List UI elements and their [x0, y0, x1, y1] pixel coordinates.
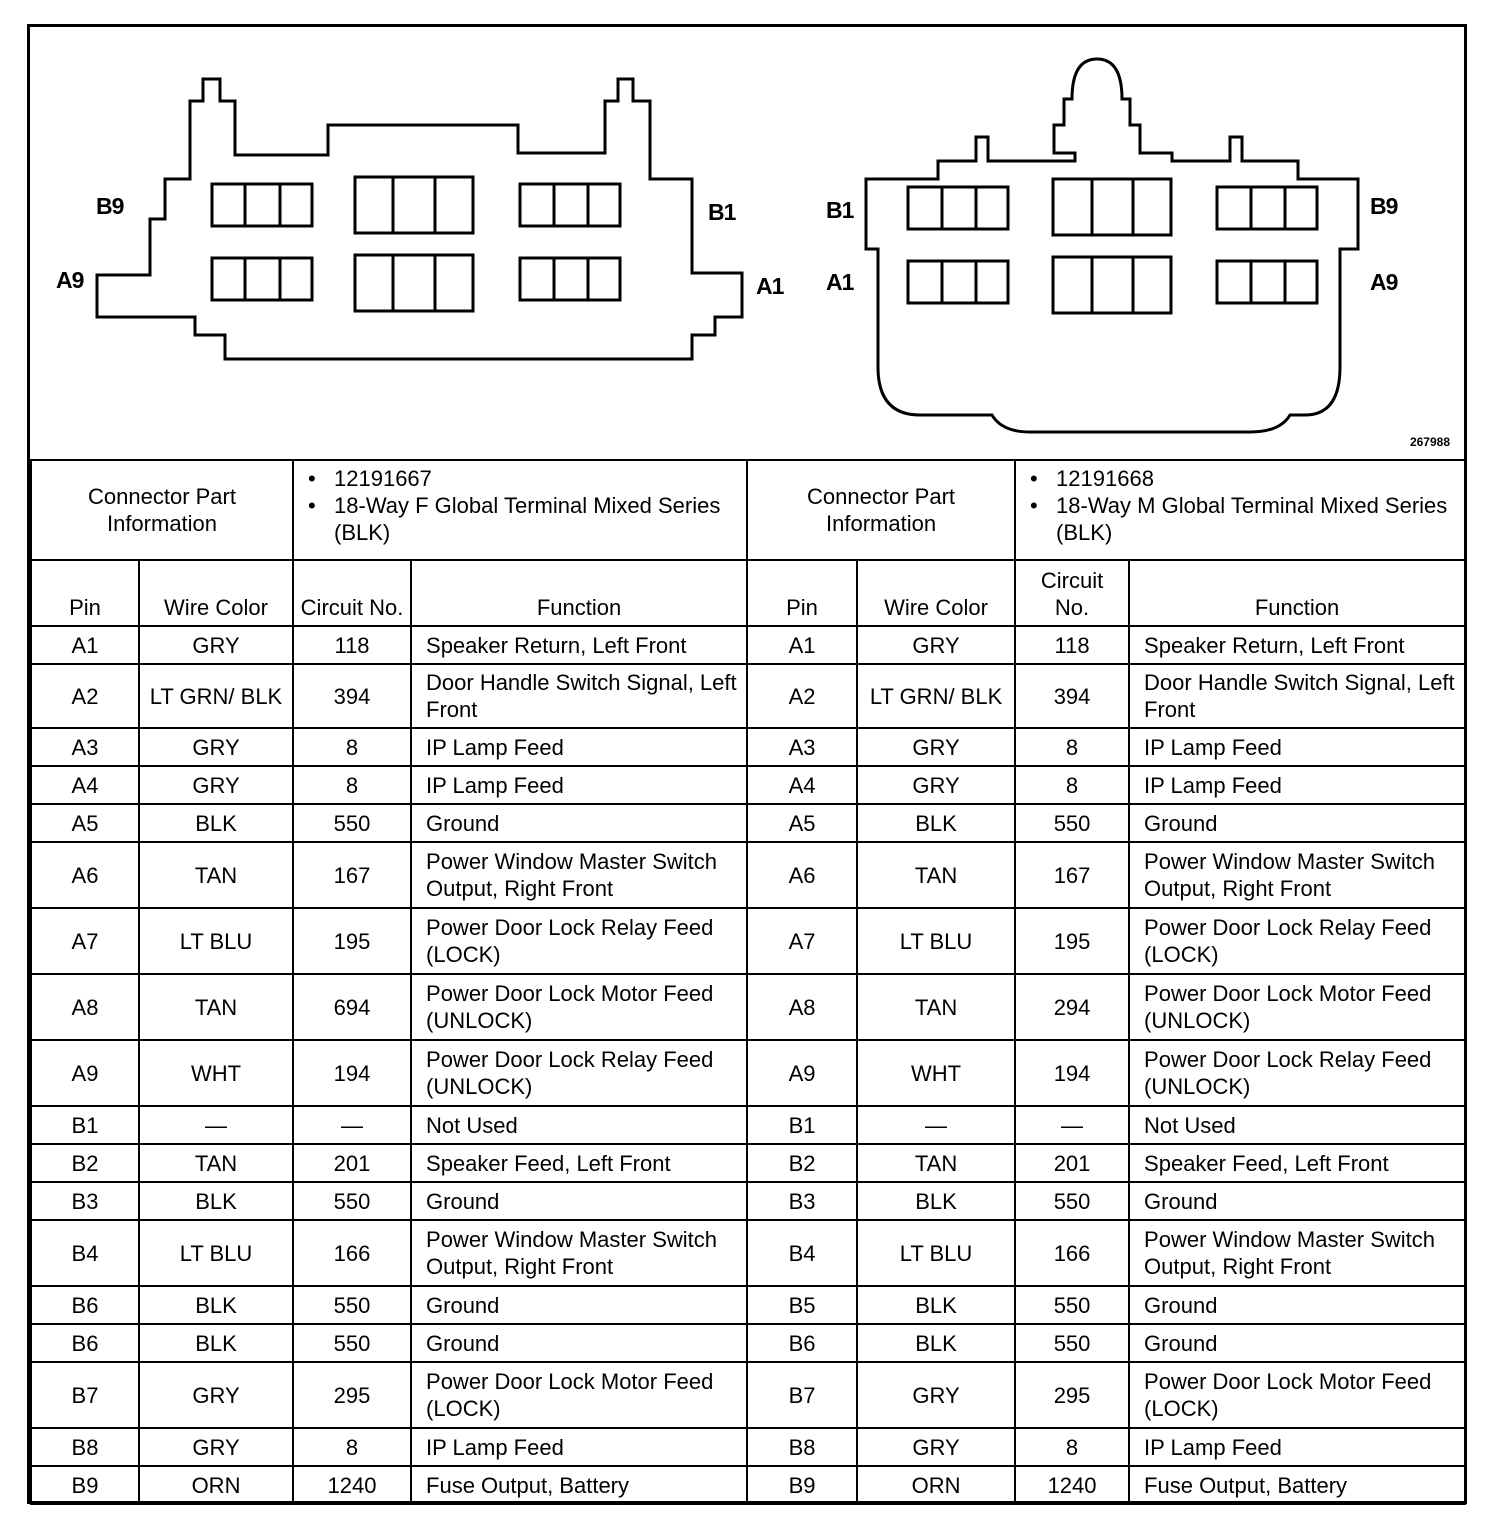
m-function-cell: Ground	[1129, 1324, 1465, 1362]
m-function-cell: Not Used	[1129, 1106, 1465, 1144]
f-circuit-no-cell: 295	[293, 1362, 411, 1428]
m-wire-color-cell: GRY	[857, 766, 1015, 804]
m-wire-color-cell: WHT	[857, 1040, 1015, 1106]
f-wire-color-cell: TAN	[139, 1144, 293, 1182]
m-circuit-no-cell: 194	[1015, 1040, 1129, 1106]
m-function-cell: Ground	[1129, 804, 1465, 842]
m-circuit-no-cell: 295	[1015, 1362, 1129, 1428]
m-circuit-no-cell: 167	[1015, 842, 1129, 908]
table-row	[31, 1040, 1465, 1106]
f-circuit-no-cell: 8	[293, 766, 411, 804]
m-circuit-no-cell: 294	[1015, 974, 1129, 1040]
m-wire-color-cell: —	[857, 1106, 1015, 1144]
f-pin-cell: B1	[31, 1106, 139, 1144]
f-wire-color-cell: BLK	[139, 804, 293, 842]
m-pin-cell: A1	[747, 626, 857, 664]
m-function-cell: Power Door Lock Relay Feed (LOCK)	[1129, 908, 1465, 974]
f-function-cell: Not Used	[411, 1106, 747, 1144]
f-wire-color-cell: ORN	[139, 1466, 293, 1504]
connector-f-pin-label-top-right: B1	[708, 199, 736, 225]
m-circuit-no-cell: 1240	[1015, 1466, 1129, 1504]
m-wire-color-cell: BLK	[857, 1324, 1015, 1362]
connector-diagram	[30, 27, 1464, 459]
m-function-cell: Door Handle Switch Signal, Left Front	[1129, 664, 1465, 728]
f-circuit-no-cell: 194	[293, 1040, 411, 1106]
m-function-cell: IP Lamp Feed	[1129, 728, 1465, 766]
m-circuit-no-cell: 550	[1015, 1324, 1129, 1362]
header-wire-color: Wire Color	[857, 560, 1015, 626]
connector-f-info	[293, 460, 747, 560]
m-pin-cell: A7	[747, 908, 857, 974]
table-row	[31, 1220, 1465, 1286]
f-circuit-no-cell: 550	[293, 804, 411, 842]
m-wire-color-cell: BLK	[857, 804, 1015, 842]
f-function-cell: Power Door Lock Relay Feed (UNLOCK)	[411, 1040, 747, 1106]
header-pin: Pin	[31, 560, 139, 626]
f-circuit-no-cell: 8	[293, 728, 411, 766]
m-pin-cell: B5	[747, 1286, 857, 1324]
f-function-cell: Power Door Lock Relay Feed (LOCK)	[411, 908, 747, 974]
m-pin-cell: A4	[747, 766, 857, 804]
header-pin: Pin	[747, 560, 857, 626]
f-wire-color-cell: BLK	[139, 1286, 293, 1324]
m-circuit-no-cell: 8	[1015, 728, 1129, 766]
f-circuit-no-cell: 201	[293, 1144, 411, 1182]
f-wire-color-cell: GRY	[139, 1428, 293, 1466]
f-function-cell: Speaker Return, Left Front	[411, 626, 747, 664]
f-function-cell: Ground	[411, 1286, 747, 1324]
m-function-cell: IP Lamp Feed	[1129, 1428, 1465, 1466]
f-pin-cell: B9	[31, 1466, 139, 1504]
f-function-cell: Fuse Output, Battery	[411, 1466, 747, 1504]
m-function-cell: Speaker Return, Left Front	[1129, 626, 1465, 664]
m-circuit-no-cell: 195	[1015, 908, 1129, 974]
connector-m-pin-label-top-right: B9	[1370, 193, 1398, 219]
table-row	[31, 804, 1465, 842]
table-row	[31, 664, 1465, 728]
f-function-cell: Door Handle Switch Signal, Left Front	[411, 664, 747, 728]
f-function-cell: Power Window Master Switch Output, Right Front	[411, 1220, 747, 1286]
table-row	[31, 1362, 1465, 1428]
m-circuit-no-cell: 394	[1015, 664, 1129, 728]
m-wire-color-cell: LT BLU	[857, 908, 1015, 974]
f-wire-color-cell: GRY	[139, 766, 293, 804]
m-function-cell: Power Door Lock Motor Feed (LOCK)	[1129, 1362, 1465, 1428]
connector-f-outline	[97, 79, 742, 359]
connector-f-cavities	[212, 177, 620, 311]
connector-m-part-number: • 12191668	[1056, 465, 1458, 492]
table-row	[31, 1106, 1465, 1144]
header-function: Function	[1129, 560, 1465, 626]
connector-m-pin-label-top-left: B1	[826, 197, 854, 223]
f-function-cell: Power Door Lock Motor Feed (LOCK)	[411, 1362, 747, 1428]
connector-f-pin-label-bottom-right: A1	[756, 273, 784, 299]
connector-f-pin-label-top-left: B9	[96, 193, 124, 219]
m-circuit-no-cell: 550	[1015, 1286, 1129, 1324]
m-pin-cell: B8	[747, 1428, 857, 1466]
m-wire-color-cell: ORN	[857, 1466, 1015, 1504]
connector-f-part-number: • 12191667	[334, 465, 740, 492]
f-pin-cell: A4	[31, 766, 139, 804]
f-pin-cell: A9	[31, 1040, 139, 1106]
pinout-table	[30, 459, 1466, 1505]
m-circuit-no-cell: —	[1015, 1106, 1129, 1144]
f-function-cell: Ground	[411, 804, 747, 842]
f-function-cell: IP Lamp Feed	[411, 766, 747, 804]
f-pin-cell: A1	[31, 626, 139, 664]
header-function: Function	[411, 560, 747, 626]
f-circuit-no-cell: 550	[293, 1286, 411, 1324]
f-circuit-no-cell: 1240	[293, 1466, 411, 1504]
m-circuit-no-cell: 550	[1015, 804, 1129, 842]
m-function-cell: Fuse Output, Battery	[1129, 1466, 1465, 1504]
f-circuit-no-cell: 550	[293, 1182, 411, 1220]
connector-m-outline	[866, 59, 1358, 432]
header-wire-color: Wire Color	[139, 560, 293, 626]
f-circuit-no-cell: 394	[293, 664, 411, 728]
m-wire-color-cell: GRY	[857, 626, 1015, 664]
m-wire-color-cell: GRY	[857, 1428, 1015, 1466]
f-function-cell: Speaker Feed, Left Front	[411, 1144, 747, 1182]
f-circuit-no-cell: 550	[293, 1324, 411, 1362]
m-wire-color-cell: TAN	[857, 1144, 1015, 1182]
table-row	[31, 1466, 1465, 1504]
connector-m-info-label: Connector Part Information	[747, 460, 1015, 560]
f-function-cell: Power Window Master Switch Output, Right Front	[411, 842, 747, 908]
f-wire-color-cell: LT GRN/ BLK	[139, 664, 293, 728]
m-pin-cell: B3	[747, 1182, 857, 1220]
f-circuit-no-cell: 8	[293, 1428, 411, 1466]
f-function-cell: Ground	[411, 1182, 747, 1220]
m-circuit-no-cell: 118	[1015, 626, 1129, 664]
m-function-cell: IP Lamp Feed	[1129, 766, 1465, 804]
f-pin-cell: A2	[31, 664, 139, 728]
m-circuit-no-cell: 8	[1015, 1428, 1129, 1466]
f-circuit-no-cell: 166	[293, 1220, 411, 1286]
f-pin-cell: B4	[31, 1220, 139, 1286]
m-function-cell: Speaker Feed, Left Front	[1129, 1144, 1465, 1182]
f-circuit-no-cell: 167	[293, 842, 411, 908]
m-circuit-no-cell: 550	[1015, 1182, 1129, 1220]
connector-m-info	[1015, 460, 1465, 560]
header-circuit-no: Circuit No.	[293, 560, 411, 626]
table-row	[31, 1144, 1465, 1182]
m-circuit-no-cell: 8	[1015, 766, 1129, 804]
table-row	[31, 626, 1465, 664]
m-pin-cell: A8	[747, 974, 857, 1040]
m-wire-color-cell: GRY	[857, 1362, 1015, 1428]
m-function-cell: Power Window Master Switch Output, Right Front	[1129, 1220, 1465, 1286]
f-function-cell: Power Door Lock Motor Feed (UNLOCK)	[411, 974, 747, 1040]
f-function-cell: IP Lamp Feed	[411, 728, 747, 766]
table-row	[31, 1428, 1465, 1466]
m-function-cell: Ground	[1129, 1286, 1465, 1324]
f-wire-color-cell: BLK	[139, 1324, 293, 1362]
m-circuit-no-cell: 166	[1015, 1220, 1129, 1286]
connector-m-pin-label-bottom-right: A9	[1370, 269, 1398, 295]
f-circuit-no-cell: —	[293, 1106, 411, 1144]
m-function-cell: Power Door Lock Motor Feed (UNLOCK)	[1129, 974, 1465, 1040]
m-pin-cell: B9	[747, 1466, 857, 1504]
m-function-cell: Power Window Master Switch Output, Right Front	[1129, 842, 1465, 908]
table-row	[31, 974, 1465, 1040]
m-pin-cell: B4	[747, 1220, 857, 1286]
f-pin-cell: A5	[31, 804, 139, 842]
f-circuit-no-cell: 694	[293, 974, 411, 1040]
f-function-cell: Ground	[411, 1324, 747, 1362]
f-wire-color-cell: TAN	[139, 842, 293, 908]
f-wire-color-cell: GRY	[139, 728, 293, 766]
f-wire-color-cell: GRY	[139, 626, 293, 664]
header-circuit-no: Circuit No.	[1015, 560, 1129, 626]
connector-m-description: • 18-Way M Global Terminal Mixed Series (BLK)	[1056, 492, 1458, 546]
f-wire-color-cell: GRY	[139, 1362, 293, 1428]
table-row	[31, 1286, 1465, 1324]
f-circuit-no-cell: 195	[293, 908, 411, 974]
table-row	[31, 842, 1465, 908]
connector-m-pin-label-bottom-left: A1	[826, 269, 854, 295]
f-pin-cell: A8	[31, 974, 139, 1040]
m-pin-cell: A9	[747, 1040, 857, 1106]
f-pin-cell: B6	[31, 1324, 139, 1362]
m-wire-color-cell: GRY	[857, 728, 1015, 766]
f-circuit-no-cell: 118	[293, 626, 411, 664]
column-header-row	[31, 560, 1465, 626]
f-pin-cell: B7	[31, 1362, 139, 1428]
table-row	[31, 1324, 1465, 1362]
connector-f-description: • 18-Way F Global Terminal Mixed Series (BLK)	[334, 492, 740, 546]
f-pin-cell: A7	[31, 908, 139, 974]
m-pin-cell: B2	[747, 1144, 857, 1182]
f-function-cell: IP Lamp Feed	[411, 1428, 747, 1466]
connector-info-row	[31, 460, 1465, 560]
m-wire-color-cell: TAN	[857, 974, 1015, 1040]
f-wire-color-cell: TAN	[139, 974, 293, 1040]
m-function-cell: Ground	[1129, 1182, 1465, 1220]
connector-f-pin-label-bottom-left: A9	[56, 267, 84, 293]
m-pin-cell: A3	[747, 728, 857, 766]
connector-m-cavities	[908, 179, 1317, 313]
table-row	[31, 1182, 1465, 1220]
table-row	[31, 728, 1465, 766]
m-pin-cell: A6	[747, 842, 857, 908]
figure-id: 267988	[1409, 435, 1450, 449]
m-pin-cell: B1	[747, 1106, 857, 1144]
m-function-cell: Power Door Lock Relay Feed (UNLOCK)	[1129, 1040, 1465, 1106]
f-pin-cell: A6	[31, 842, 139, 908]
m-wire-color-cell: BLK	[857, 1286, 1015, 1324]
table-row	[31, 766, 1465, 804]
m-pin-cell: A5	[747, 804, 857, 842]
m-circuit-no-cell: 201	[1015, 1144, 1129, 1182]
table-row	[31, 908, 1465, 974]
connector-f-info-label: Connector Part Information	[31, 460, 293, 560]
f-wire-color-cell: —	[139, 1106, 293, 1144]
f-wire-color-cell: BLK	[139, 1182, 293, 1220]
f-pin-cell: A3	[31, 728, 139, 766]
f-pin-cell: B6	[31, 1286, 139, 1324]
m-wire-color-cell: BLK	[857, 1182, 1015, 1220]
connector-drawings	[30, 27, 1464, 459]
m-wire-color-cell: LT BLU	[857, 1220, 1015, 1286]
f-pin-cell: B8	[31, 1428, 139, 1466]
m-wire-color-cell: TAN	[857, 842, 1015, 908]
f-wire-color-cell: WHT	[139, 1040, 293, 1106]
f-pin-cell: B2	[31, 1144, 139, 1182]
m-pin-cell: B6	[747, 1324, 857, 1362]
f-wire-color-cell: LT BLU	[139, 908, 293, 974]
f-pin-cell: B3	[31, 1182, 139, 1220]
f-wire-color-cell: LT BLU	[139, 1220, 293, 1286]
m-pin-cell: A2	[747, 664, 857, 728]
m-pin-cell: B7	[747, 1362, 857, 1428]
m-wire-color-cell: LT GRN/ BLK	[857, 664, 1015, 728]
connector-end-view-sheet	[27, 24, 1467, 1504]
